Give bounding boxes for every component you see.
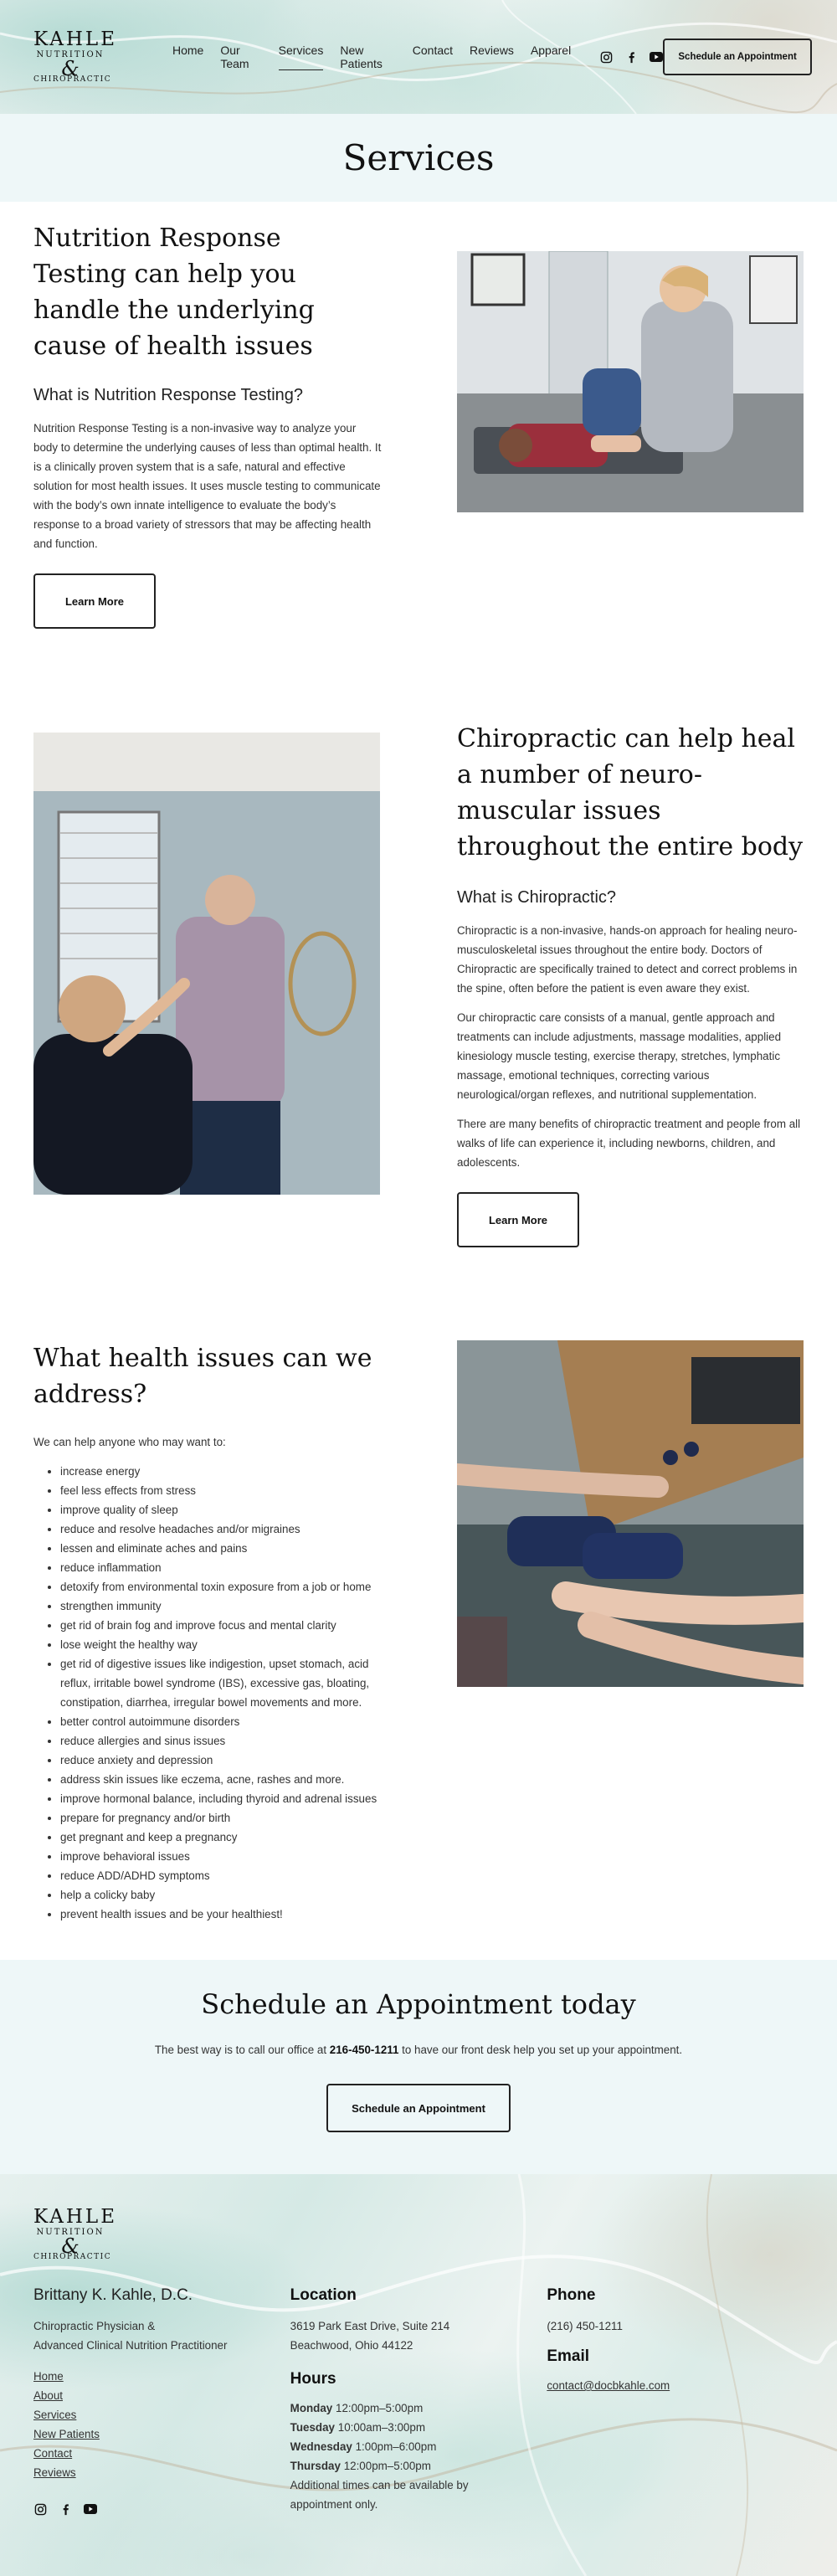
- footer-youtube-icon[interactable]: [84, 2502, 97, 2516]
- cta-phone-link[interactable]: 216-450-1211: [329, 2044, 399, 2056]
- doctor-name: Brittany K. Kahle, D.C.: [33, 2286, 193, 2304]
- nrt-heading: Nutrition Response Testing can help you handle the underlying cause of health issues: [33, 224, 315, 361]
- logo-line-1: KAHLE: [33, 28, 117, 50]
- hours-time: 12:00pm–5:00pm: [343, 2460, 431, 2472]
- footer-location-column: [290, 2286, 547, 2516]
- issues-list-item: • get rid of brain fog and improve focus and mental clarity: [60, 1616, 385, 1635]
- email-heading: Email: [547, 2347, 590, 2365]
- address-line-2: Beachwood, Ohio 44122: [290, 2339, 413, 2352]
- footer-contact-column: [547, 2286, 804, 2516]
- hours-time: 1:00pm–6:00pm: [355, 2440, 437, 2453]
- site-header: [0, 0, 837, 114]
- nav-home[interactable]: Home: [172, 44, 204, 57]
- instagram-icon[interactable]: [599, 50, 613, 64]
- doctor-title-2: Advanced Clinical Nutrition Practitioner: [33, 2339, 228, 2352]
- issues-section: [0, 1340, 837, 1960]
- issues-list-item: • improve hormonal balance, including thyroid and adrenal issues: [60, 1789, 385, 1808]
- youtube-icon[interactable]: [650, 50, 663, 64]
- footer-logo-line-3: CHIROPRACTIC: [33, 2253, 112, 2261]
- issues-list-item: • better control autoimmune disorders: [60, 1712, 385, 1731]
- footer-links: [33, 2367, 290, 2482]
- hours-note: Additional times can be available by appointment only.: [290, 2479, 469, 2511]
- nav-apparel[interactable]: Apparel: [530, 44, 572, 57]
- issues-list-item: • get rid of digestive issues like indigestion, upset stomach, acid reflux, irritable bowel syndrome (IBS), excessive gas, bloating, constipation, diarrhea, irregular bowel movements and more.: [60, 1654, 385, 1712]
- footer-logo-ampersand: &: [61, 2234, 80, 2258]
- chiro-paragraph-3: There are many benefits of chiropractic treatment and people from all walks of life can experience it, including newborns, children, and adolescents.: [457, 1118, 801, 1169]
- footer-logo-line-1: KAHLE: [33, 2206, 117, 2228]
- issues-list-item: • prevent health issues and be your healthiest!: [60, 1905, 385, 1924]
- footer-link-about[interactable]: About: [33, 2389, 63, 2402]
- issues-list-item: • reduce allergies and sinus issues: [60, 1731, 385, 1751]
- nav-new-patients[interactable]: New Patients: [340, 44, 383, 70]
- chiro-learn-more-button[interactable]: Learn More: [457, 1192, 579, 1247]
- footer-link-home[interactable]: Home: [33, 2370, 64, 2383]
- issues-list-item: • reduce inflammation: [60, 1558, 385, 1577]
- footer-instagram-icon[interactable]: [33, 2502, 47, 2516]
- location-heading: Location: [290, 2286, 357, 2304]
- footer-link-reviews[interactable]: Reviews: [33, 2466, 76, 2479]
- social-links: [599, 50, 663, 64]
- issues-heading: What health issues can we address?: [33, 1344, 372, 1409]
- page-title-banner: [0, 114, 837, 202]
- hours-time: 10:00am–3:00pm: [337, 2421, 425, 2434]
- hours-day: Monday: [290, 2402, 333, 2414]
- nrt-learn-more-button[interactable]: Learn More: [33, 573, 156, 629]
- nrt-text: [33, 220, 382, 721]
- address-line-1: 3619 Park East Drive, Suite 214: [290, 2320, 450, 2332]
- cta-text-after: to have our front desk help you set up your appointment.: [398, 2044, 683, 2056]
- issues-list-item: • increase energy: [60, 1462, 385, 1481]
- issues-list-item: • reduce anxiety and depression: [60, 1751, 385, 1770]
- issues-list-item: • get pregnant and keep a pregnancy: [60, 1828, 385, 1847]
- issues-list: [33, 1462, 385, 1924]
- hours-day: Tuesday: [290, 2421, 336, 2434]
- issues-list-item: • lose weight the healthy way: [60, 1635, 385, 1654]
- nav-reviews[interactable]: Reviews: [470, 44, 514, 57]
- footer-link-services[interactable]: Services: [33, 2409, 77, 2421]
- hours-list: [290, 2399, 547, 2514]
- footer-about-column: [33, 2286, 290, 2516]
- issues-list-item: • prepare for pregnancy and/or birth: [60, 1808, 385, 1828]
- facebook-icon[interactable]: [624, 50, 638, 64]
- footer-link-contact[interactable]: Contact: [33, 2447, 73, 2460]
- hours-heading: Hours: [290, 2370, 336, 2388]
- logo-line-2: NUTRITION: [36, 50, 105, 59]
- issues-text: [33, 1340, 385, 1960]
- footer-phone: (216) 450-1211: [547, 2320, 623, 2332]
- nav-contact[interactable]: Contact: [412, 44, 454, 57]
- nrt-photo: [457, 251, 804, 512]
- nrt-paragraph: Nutrition Response Testing is a non-invasive way to analyze your body to determine the underlying causes of less than optimal health. It is a clinically proven system that is a safe, natural and effective solution for most health issues. It uses muscle testing to communicate with the body’s own innate intelligence to evaluate the body’s response to a broad variety of stressors that may be affecting health and function.: [33, 422, 382, 550]
- header-background: [0, 0, 837, 114]
- cta-heading: Schedule an Appointment today: [201, 1988, 636, 2020]
- issues-list-item: • help a colicky baby: [60, 1885, 385, 1905]
- issues-list-item: • address skin issues like eczema, acne, rashes and more.: [60, 1770, 385, 1789]
- hours-day: Wednesday: [290, 2440, 352, 2453]
- appointment-cta-section: [0, 1960, 837, 2174]
- hours-row: [290, 2437, 547, 2456]
- issues-list-item: • detoxify from environmental toxin exposure from a job or home: [60, 1577, 385, 1597]
- chiro-paragraph-2: Our chiropractic care consists of a manual, gentle approach and treatments can include adjustments, massage modalities, applied kinesiology muscle testing, exercise therapy, stretches, lymphatic massage, emotional techniques, correcting various neurological/organ reflexes, and nutritional supplementation.: [457, 1011, 782, 1101]
- footer-columns: [33, 2286, 804, 2516]
- hours-row: [290, 2418, 547, 2437]
- issues-list-item: • feel less effects from stress: [60, 1481, 385, 1500]
- footer-social-links: [33, 2502, 290, 2516]
- doctor-title-1: Chiropractic Physician &: [33, 2320, 156, 2332]
- chiro-paragraph-1: Chiropractic is a non-invasive, hands-on approach for healing neuro-musculoskeletal issues throughout the entire body. Doctors of Chiropractic are specifically trained to detect and correct problems in the spine, often before the patient is even aware they exist.: [457, 924, 798, 995]
- issues-list-item: • strengthen immunity: [60, 1597, 385, 1616]
- hours-time: 12:00pm–5:00pm: [336, 2402, 424, 2414]
- nav-services[interactable]: Services: [279, 44, 324, 70]
- chiro-heading: Chiropractic can help heal a number of neuro-muscular issues throughout the entire body: [457, 724, 804, 861]
- chiro-section: [0, 721, 837, 1340]
- footer-logo-line-2: NUTRITION: [36, 2228, 105, 2237]
- footer-link-new-patients[interactable]: New Patients: [33, 2428, 100, 2440]
- footer-email-link[interactable]: contact@docbkahle.com: [547, 2379, 670, 2392]
- chiro-text: [457, 721, 804, 1340]
- issues-list-item: • lessen and eliminate aches and pains: [60, 1539, 385, 1558]
- hours-day: Thursday: [290, 2460, 341, 2472]
- nrt-subheading: What is Nutrition Response Testing?: [33, 386, 304, 404]
- logo-ampersand: &: [61, 57, 80, 80]
- main-nav: [172, 44, 571, 70]
- footer-logo[interactable]: [33, 2206, 117, 2261]
- issues-list-item: • improve quality of sleep: [60, 1500, 385, 1519]
- chiro-subheading: What is Chiropractic?: [457, 888, 617, 907]
- cta-text-before: The best way is to call our office at: [154, 2044, 330, 2056]
- cta-schedule-button[interactable]: Schedule an Appointment: [326, 2084, 511, 2132]
- logo-line-3: CHIROPRACTIC: [33, 75, 112, 84]
- footer-facebook-icon[interactable]: [59, 2502, 72, 2516]
- schedule-appointment-button[interactable]: Schedule an Appointment: [663, 39, 812, 75]
- issues-intro: We can help anyone who may want to:: [33, 1436, 226, 1448]
- hours-row: [290, 2399, 547, 2418]
- logo[interactable]: [33, 28, 117, 84]
- hours-row: [290, 2456, 547, 2476]
- nrt-section: [0, 202, 837, 721]
- page-title: Services: [342, 137, 495, 178]
- site-footer: [0, 2174, 837, 2576]
- cta-text: [0, 2044, 837, 2056]
- issues-list-item: • reduce and resolve headaches and/or migraines: [60, 1519, 385, 1539]
- nav-our-team[interactable]: Our Team: [220, 44, 249, 70]
- chiro-photo: [33, 733, 380, 1195]
- phone-heading: Phone: [547, 2286, 596, 2304]
- testing-photo: [457, 1340, 804, 1687]
- issues-list-item: • improve behavioral issues: [60, 1847, 385, 1866]
- issues-list-item: • reduce ADD/ADHD symptoms: [60, 1866, 385, 1885]
